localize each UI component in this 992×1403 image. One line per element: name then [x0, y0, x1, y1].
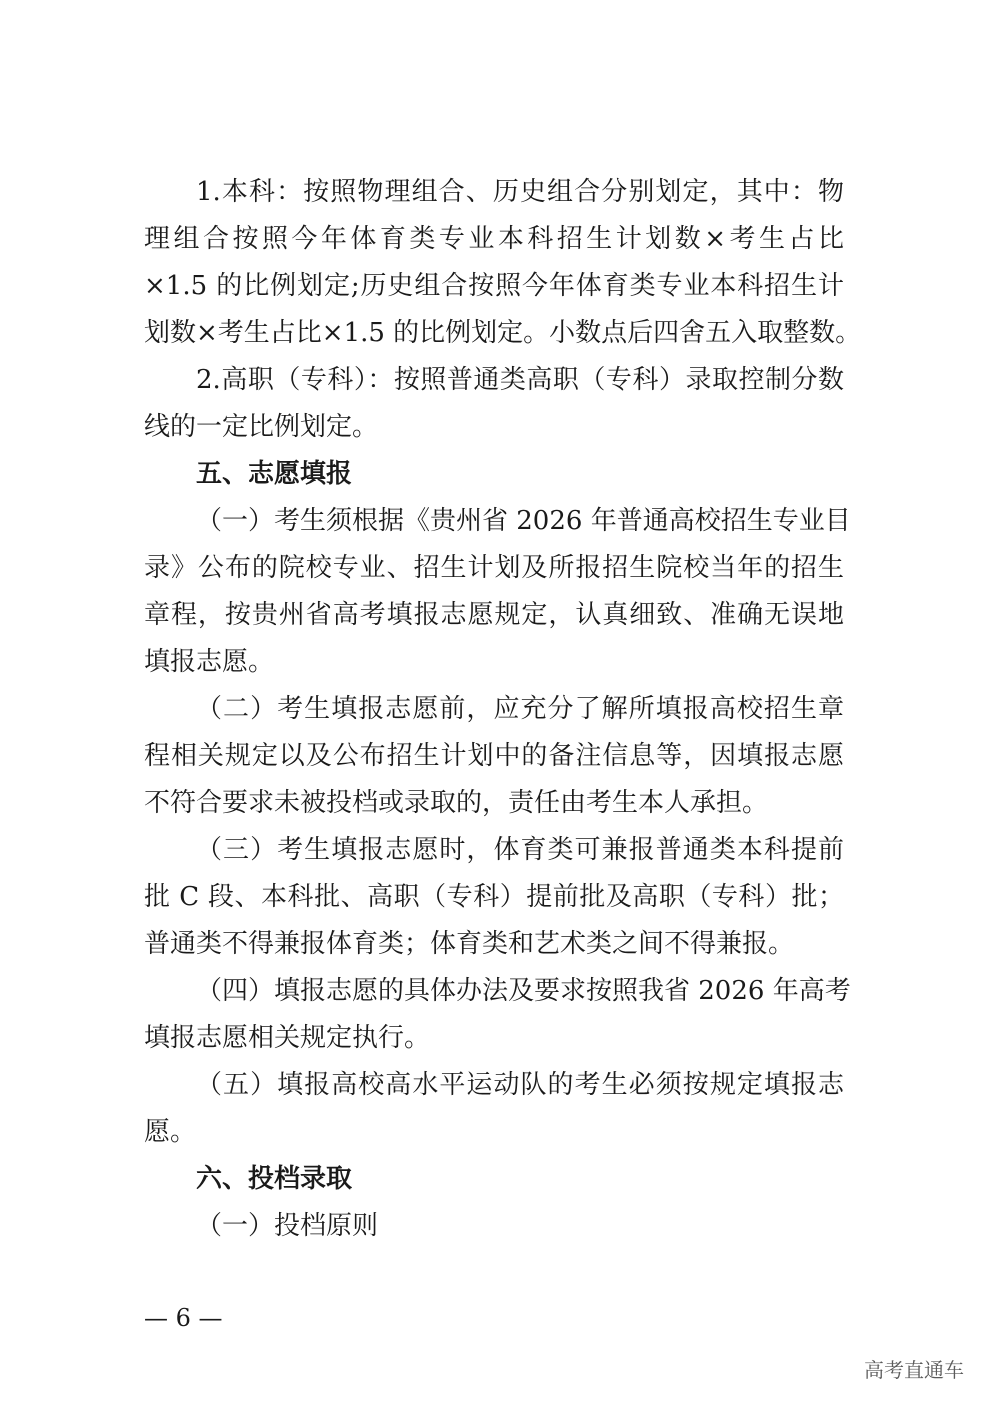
paragraph-line: （二）考生填报志愿前，应充分了解所填报高校招生章: [196, 694, 844, 724]
paragraph-line: （一）考生须根据《贵州省 2026 年普通高校招生专业目: [196, 506, 851, 536]
paragraph-line: 普通类不得兼报体育类；体育类和艺术类之间不得兼报。: [144, 929, 795, 959]
section-heading: 六、投档录取: [196, 1164, 353, 1194]
paragraph-line: 录》公布的院校专业、招生计划及所报招生院校当年的招生: [144, 553, 844, 583]
paragraph-line: 批 C 段、本科批、高职（专科）提前批及高职（专科）批；: [144, 882, 844, 912]
paragraph-line: （三）考生填报志愿时，体育类可兼报普通类本科提前: [196, 835, 844, 865]
paragraph-line: 程相关规定以及公布招生计划中的备注信息等，因填报志愿: [144, 741, 844, 771]
page-number: — 6 —: [144, 1304, 223, 1332]
section-heading: 五、志愿填报: [196, 459, 353, 489]
paragraph-line: 愿。: [144, 1117, 197, 1147]
paragraph-line: 2.高职（专科）：按照普通类高职（专科）录取控制分数: [196, 365, 844, 395]
paragraph-line: （一）投档原则: [196, 1211, 379, 1241]
paragraph-line: 章程，按贵州省高考填报志愿规定，认真细致、准确无误地: [144, 600, 844, 630]
paragraph-line: 填报志愿。: [144, 647, 275, 677]
watermark-text: 高考直通车: [864, 1358, 964, 1382]
paragraph-line: 不符合要求未被投档或录取的，责任由考生本人承担。: [144, 788, 769, 818]
paragraph-line: 填报志愿相关规定执行。: [144, 1023, 431, 1053]
paragraph-line: 线的一定比例划定。: [144, 412, 379, 442]
paragraph-line: （四）填报志愿的具体办法及要求按照我省 2026 年高考: [196, 976, 851, 1006]
paragraph-line: 1.本科：按照物理组合、历史组合分别划定，其中：物: [196, 177, 844, 207]
paragraph-line: 理组合按照今年体育类专业本科招生计划数×考生占比: [144, 224, 844, 254]
paragraph-line: 划数×考生占比×1.5 的比例划定。小数点后四舍五入取整数。: [144, 318, 862, 348]
paragraph-line: ×1.5 的比例划定;历史组合按照今年体育类专业本科招生计: [144, 271, 844, 301]
paragraph-line: （五）填报高校高水平运动队的考生必须按规定填报志: [196, 1070, 844, 1100]
